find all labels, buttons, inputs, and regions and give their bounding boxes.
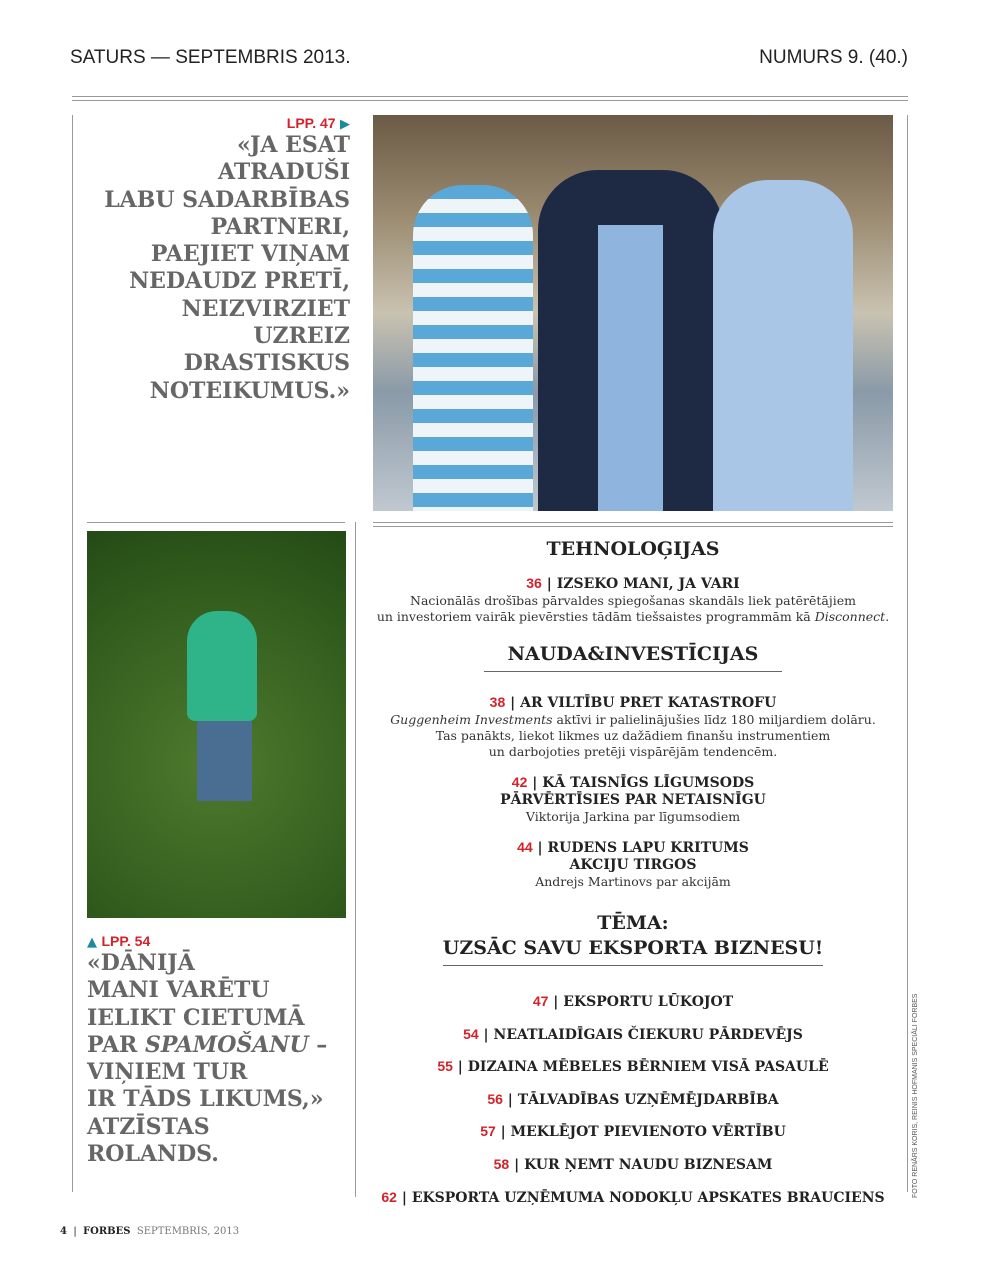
header-rule	[72, 96, 908, 101]
toc-entry[interactable]: 62 | EKSPORTA UZŅĒMUMA NODOKĻU APSKATES BRAUCIENS	[381, 1188, 885, 1206]
section-subtitle: UZSĀC SAVU EKSPORTA BIZNESU!	[443, 937, 823, 966]
text-line: –	[308, 1031, 328, 1058]
entry-title: TĀLVADĪBAS UZŅĒMĒJDARBĪBA	[517, 1091, 779, 1108]
toc-entry[interactable]: 44 | RUDENS LAPU KRITUMS AKCIJU TIRGOS	[517, 839, 749, 873]
page-number: 57	[480, 1123, 496, 1140]
toc-entry[interactable]: 54 | NEATLAIDĪGAIS ČIEKURU PĀRDEVĒJS	[463, 1025, 803, 1043]
page-number: 56	[487, 1090, 503, 1107]
quote-line: NOTEIKUMUS.»	[149, 377, 350, 404]
quote-line: PARTNERI,	[210, 213, 350, 240]
quote-line: VIŅIEM TUR	[87, 1059, 248, 1086]
header-right: NUMURS 9. (40.)	[759, 47, 908, 68]
toc-entry[interactable]: 38 | AR VILTĪBU PRET KATASTROFU	[489, 694, 777, 711]
entry-description: Nacionālās drošības pārvaldes spiegošanas skandāls liek patērētājiem	[410, 593, 856, 608]
quote-2	[87, 933, 327, 1168]
text-line: PAR	[87, 1031, 145, 1058]
toc-entry[interactable]: 36 | IZSEKO MANI, JA VARI	[526, 575, 740, 592]
quote-line: ATRADUŠI	[217, 159, 350, 186]
quote-line: IELIKT CIETUMĀ	[87, 1004, 305, 1031]
toc-entry[interactable]: 56 | TĀLVADĪBAS UZŅĒMĒJDARBĪBA	[487, 1090, 779, 1108]
photo-credit: FOTO RENĀRS KORIS, REINIS HOFMANIS SPECIĀLI FORBES	[912, 993, 919, 1198]
page-number: 54	[463, 1025, 479, 1042]
quote-line: NEIZVIRZIET	[181, 295, 350, 322]
page-number: 58	[493, 1155, 510, 1172]
photo-three-men	[373, 115, 893, 511]
toc-entry[interactable]: 47 | EKSPORTU LŪKOJOT	[532, 993, 734, 1010]
section-title: NAUDA&INVESTĪCIJAS	[484, 643, 783, 672]
section-theme	[373, 910, 893, 1214]
entry-description: un investoriem vairāk pievērsties tādām tiešsaistes programmām kā Disconnect.	[376, 609, 890, 624]
header-left: SATURS — SEPTEMBRIS 2013.	[70, 47, 351, 68]
quote-line: MANI VARĒTU	[87, 977, 270, 1004]
entry-title: EKSPORTU LŪKOJOT	[563, 994, 734, 1010]
photo-man-on-grass	[87, 531, 346, 918]
section-title: TĒMA:	[597, 912, 669, 934]
section-title: TEHNOLOĢIJAS	[546, 538, 720, 560]
quote-line: ROLANDS.	[87, 1141, 219, 1168]
entry-title: DIZAINA MĒBELES BĒRNIEM VISĀ PASAULĒ	[467, 1059, 829, 1076]
quote-line: DRASTISKUS	[183, 350, 350, 377]
quote-line: NEDAUDZ PRETĪ,	[129, 268, 350, 295]
toc-entry[interactable]: 57 | MEKLĒJOT PIEVIENOTO VĒRTĪBU	[480, 1123, 786, 1141]
quote-text	[104, 132, 350, 405]
toc-entry[interactable]: 55 | DIZAINA MĒBELES BĒRNIEM VISĀ PASAULĒ	[437, 1058, 829, 1076]
entry-title: EKSPORTA UZŅĒMUMA NODOKĻU APSKATES BRAUCIENS	[411, 1189, 885, 1206]
quote-page-ref: LPP. 47	[286, 115, 336, 131]
arrow-up-icon: ▲	[87, 935, 97, 950]
right-rule	[907, 115, 908, 1192]
quote-line: PAEJIET VIŅAM	[150, 241, 350, 268]
quote-line: UZREIZ	[253, 323, 350, 350]
page-number: 47	[532, 993, 549, 1009]
toc-entry[interactable]: 58 | KUR ŅEMT NAUDU BIZNESAM	[493, 1155, 773, 1173]
right-section-rule	[373, 522, 893, 527]
section-technology	[373, 538, 893, 625]
entry-title: MEKLĒJOT PIEVIENOTO VĒRTĪBU	[510, 1124, 786, 1141]
column-divider	[355, 522, 356, 1197]
footer: 4 | FORBES SEPTEMBRIS, 2013	[60, 1226, 240, 1237]
quote-line: LABU SADARBĪBAS	[104, 186, 350, 213]
quote-line	[87, 1032, 327, 1059]
left-section-rule	[87, 522, 345, 523]
quote-line: IR TĀDS LIKUMS,»	[87, 1086, 324, 1113]
page-number: 55	[437, 1058, 453, 1075]
quote-1	[104, 115, 350, 405]
section-money: NAUDA&INVESTĪCIJAS 38 | AR VILTĪBU PRET KATASTROFU Guggenheim Investments aktīvi ir palielinājušies līdz 180 miljardiem dolāru. Tas panākts, liekot likmes uz dažādiem finanšu instrumentiem un darbojoties pretēji vispārējām tendencēm. 42 | KĀ TAISNĪGS LĪGUMSODS PĀRVĒRTĪSIES PAR NETAISNĪGU Viktorija Jarkina par līgumsodiem 44 | RUDENS LAPU KRITUMS AKCIJU TIRGOS Andrejs Martinovs par akcijām	[373, 643, 893, 890]
entry-title: KUR ŅEMT NAUDU BIZNESAM	[524, 1156, 773, 1173]
toc-entry[interactable]: 42 | KĀ TAISNĪGS LĪGUMSODS PĀRVĒRTĪSIES PAR NETAISNĪGU	[500, 774, 766, 808]
entry-title: NEATLAIDĪGAIS ČIEKURU PĀRDEVĒJS	[493, 1026, 803, 1043]
left-rule	[72, 115, 73, 1192]
arrow-right-icon: ▶	[340, 117, 350, 132]
text-line: SPAMOŠANU	[144, 1031, 309, 1058]
quote-page-ref: LPP. 54	[101, 933, 151, 949]
quote-text	[87, 950, 327, 1168]
page-number: 62	[381, 1188, 397, 1205]
quote-line: «JA ESAT	[237, 132, 350, 158]
quote-line: «DĀNIJĀ	[87, 950, 195, 976]
quote-line: ATZĪSTAS	[87, 1113, 210, 1140]
